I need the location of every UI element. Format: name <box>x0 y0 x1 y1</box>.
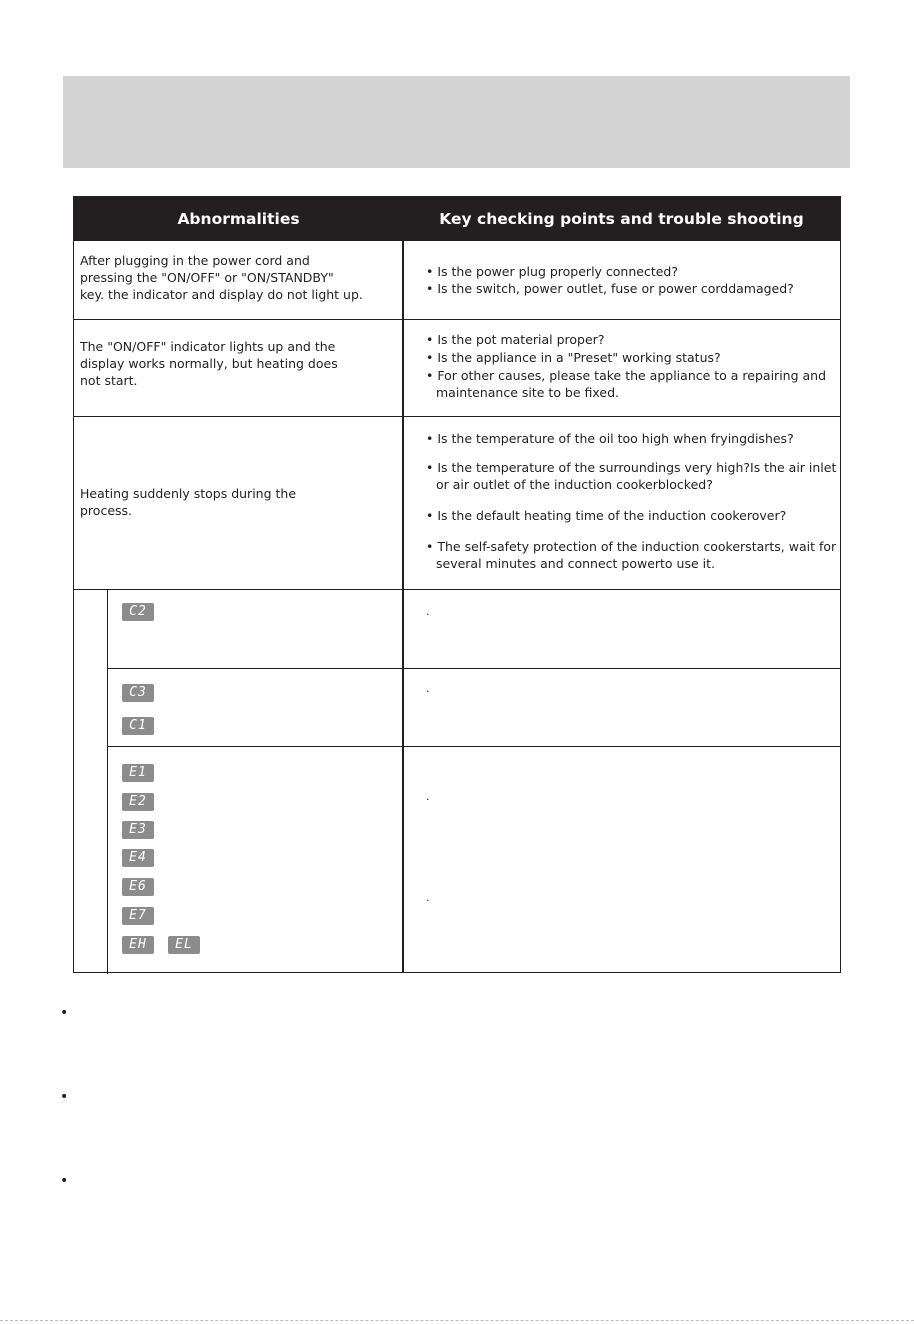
table-header <box>74 197 840 241</box>
row-divider <box>74 319 840 320</box>
row1-check: • Is the power plug properly connected? <box>426 264 678 279</box>
error-code-icon: EL <box>168 936 200 954</box>
header-abnormalities: Abnormalities <box>177 210 300 228</box>
column-divider <box>402 241 404 972</box>
row3-check: • The self-safety protection of the induction cookerstarts, wait for several minutes and connect powerto use it. <box>426 539 837 571</box>
row3-abnormality: Heating suddenly stops during the process. <box>80 486 297 518</box>
bullet-dot: · <box>426 685 430 698</box>
row-divider <box>74 589 840 590</box>
bullet-dot: · <box>426 894 430 907</box>
row-divider <box>107 668 840 669</box>
row-divider <box>74 416 840 417</box>
row2-abnormality: The "ON/OFF" indicator lights up and the display works normally, but heating does not start. <box>80 339 338 388</box>
error-code-icon: E7 <box>122 907 154 925</box>
page-bullet: • <box>60 1173 69 1189</box>
row3-check: • Is the temperature of the oil too high when fryingdishes? <box>426 431 794 446</box>
error-code-icon: C1 <box>122 717 154 735</box>
header-key-checking-points: Key checking points and trouble shooting <box>439 210 804 228</box>
row3-check: • Is the temperature of the surroundings very high?Is the air inlet or air outlet of the induction cookerblocked? <box>426 460 837 492</box>
page-bullet: • <box>60 1005 69 1021</box>
error-code-icon: E6 <box>122 878 154 896</box>
row-divider <box>107 746 840 747</box>
row1-abnormality: After plugging in the power cord and pressing the "ON/OFF" or "ON/STANDBY" key. the indicator and display do not light up. <box>80 253 363 302</box>
error-group-divider <box>107 590 108 974</box>
error-code-icon: E1 <box>122 764 154 782</box>
error-code-icon: C2 <box>122 603 154 621</box>
error-code-icon: E3 <box>122 821 154 839</box>
bullet-dot: · <box>426 793 430 806</box>
row2-check: • Is the pot material proper? <box>426 332 605 347</box>
error-code-icon: C3 <box>122 684 154 702</box>
error-code-icon: E4 <box>122 849 154 867</box>
header-banner <box>63 76 850 168</box>
error-code-icon: E2 <box>122 793 154 811</box>
bullet-dot: · <box>426 608 430 621</box>
footer-line <box>0 1320 914 1321</box>
row2-check: • Is the appliance in a "Preset" working status? <box>426 350 721 365</box>
page-bullet: • <box>60 1089 69 1105</box>
troubleshooting-table <box>73 196 841 973</box>
row1-check: • Is the switch, power outlet, fuse or power corddamaged? <box>426 281 794 296</box>
row2-check: • For other causes, please take the appliance to a repairing and maintenance site to be fixed. <box>426 368 827 400</box>
row3-check: • Is the default heating time of the induction cookerover? <box>426 508 787 523</box>
error-code-icon: EH <box>122 936 154 954</box>
